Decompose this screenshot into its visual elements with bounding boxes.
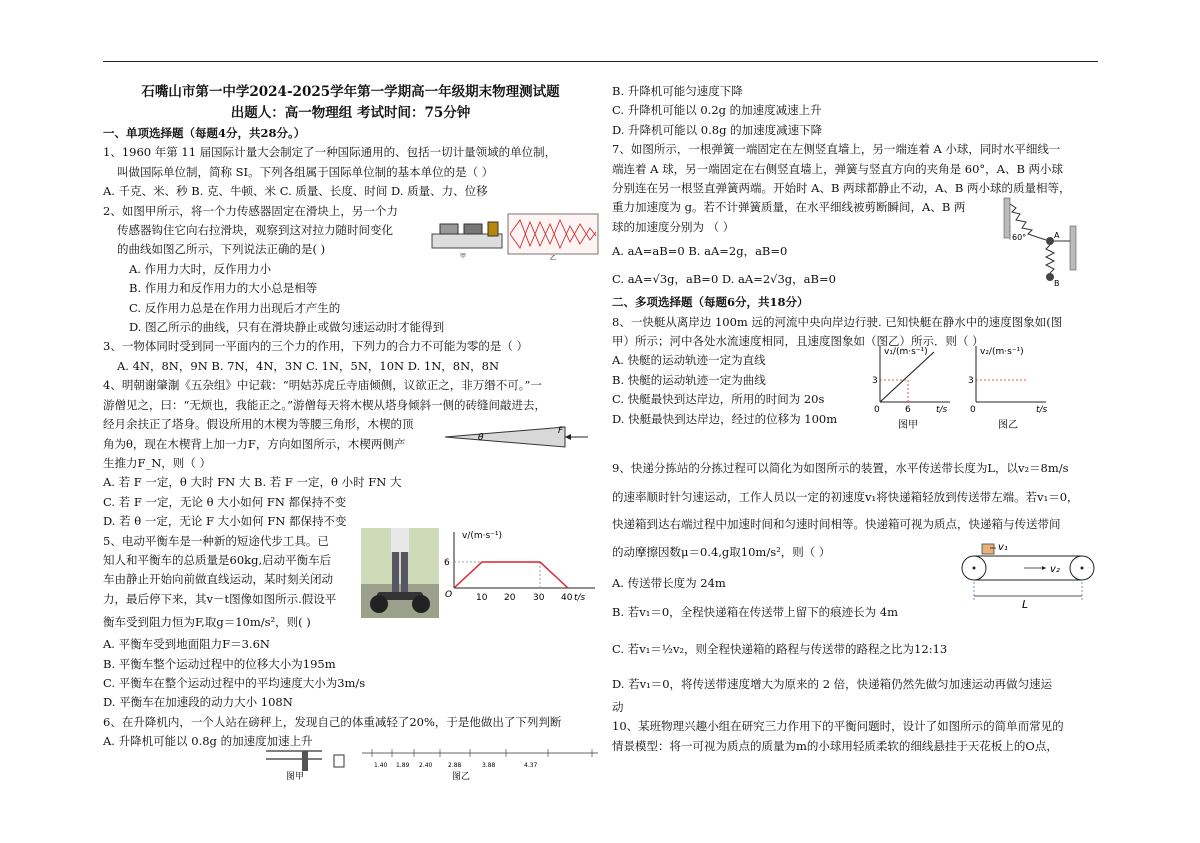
- q1-line: 1、1960 年第 11 届国际计量大会制定了一种国际通用的、包括一切计量领域的单位制，: [103, 145, 557, 160]
- q6-tick: 2.88: [448, 762, 462, 769]
- q6-label-jia: 图甲: [286, 772, 305, 781]
- q2-option: D. 图乙所示的曲线，只有在滑块静止或做匀速运动时才能得到: [129, 320, 445, 335]
- photo-leg-right: [401, 552, 408, 592]
- q6-tick: 2.40: [419, 762, 433, 769]
- q7-right-wall: [1070, 226, 1076, 270]
- q6-figure: [262, 745, 602, 781]
- q2-sensor-b: [464, 224, 482, 234]
- q8-figure: [868, 342, 1058, 430]
- q6-timer: [334, 755, 344, 767]
- q5-tick-t: 40: [561, 593, 573, 603]
- left-column: [103, 82, 598, 752]
- q4-option: C. 若 F 一定，无论 θ 大小如何 FN 都保持不变: [103, 494, 347, 509]
- q9-option: 动: [612, 699, 624, 714]
- q6-option: C. 升降机可能以 0.2g 的加速度减速上升: [612, 103, 822, 118]
- q2-option: B. 作用力和反作用力的大小总是相等: [129, 281, 318, 296]
- q8-option: B. 快艇的运动轨迹一定为曲线: [612, 372, 766, 387]
- q7-line: 端连着 A 球，另一端固定在右侧竖直墙上，弹簧与竖直方向的夹角是 60°，A、B 两小球: [612, 161, 1064, 176]
- q10-line: 10、某班物理兴趣小组在研究三力作用下的平衡问题时，设计了如图所示的简单而常见的: [612, 719, 1064, 734]
- q2-hand: [488, 222, 498, 236]
- q9-L-label: L: [1022, 598, 1029, 610]
- q6-line: 6、在升降机内，一个人站在磅秤上，发现自己的体重减轻了20%，于是他做出了下列判断: [103, 714, 562, 729]
- q9-v2-label: v₂: [1050, 564, 1060, 575]
- q9-left-axle: [973, 567, 976, 570]
- q7-vertical-spring: [1046, 245, 1054, 273]
- section-heading-2: 二、多项选择题（每题6分，共18分）: [612, 295, 809, 310]
- q4-figure: [440, 424, 590, 450]
- q5-option: A. 平衡车受到地面阻力F＝3.6N: [103, 637, 270, 652]
- photo-leg-left: [392, 552, 399, 592]
- q5-v-label: v/(m·s⁻¹): [462, 531, 503, 541]
- q6-tick: 4.37: [524, 762, 538, 769]
- q6-tick: 1.40: [374, 762, 388, 769]
- q7-line: 7、如图所示，一根弹簧一端固定在左侧竖直墙上，另一端连着 A 小球，同时水平细线一: [612, 142, 1061, 157]
- photo-wheel-left: [370, 595, 388, 613]
- q5-tick-v6: 6: [444, 558, 450, 568]
- q7-ball-b: [1046, 273, 1054, 281]
- q8-option: D. 快艇最快到达岸边，经过的位移为 100m: [612, 411, 838, 426]
- balance-scooter-photo: [361, 528, 439, 618]
- q8-yi-t-label: t/s: [1036, 405, 1048, 415]
- q2-graph-frame: [508, 214, 598, 254]
- q5-origin: O: [445, 590, 453, 600]
- q7-figure: [1000, 196, 1100, 288]
- q8-yi-origin: 0: [970, 405, 976, 415]
- q2-line: 的曲线如图乙所示，下列说法正确的是( ): [117, 242, 326, 257]
- q4-angle-label: θ: [478, 433, 484, 443]
- q3-line: 3、一物体同时受到同一平面内的三个力的作用，下列力的合力不可能为零的是（ ）: [103, 339, 528, 354]
- q2-label-jia: 甲: [460, 253, 467, 260]
- q5-vt-line: [454, 562, 568, 588]
- exam-title: 石嘴山市第一中学2024-2025学年第一学期高一年级期末物理测试题: [141, 84, 560, 100]
- q8-jia-tick-3: 3: [872, 376, 878, 386]
- q8-jia-origin: 0: [874, 405, 880, 415]
- q5-option: B. 平衡车整个运动过程中的位移大小为195m: [103, 656, 336, 671]
- scooter-illustration: [361, 528, 439, 618]
- q6-tick: 3.88: [482, 762, 496, 769]
- q7-options: A. aA=aB=0 B. aA=2g，aB=0: [612, 244, 788, 259]
- q9-figure: [960, 538, 1100, 610]
- section-heading-1: 一、单项选择题（每题4分，共28分。）: [103, 126, 306, 140]
- q8-yi-caption: 图乙: [998, 420, 1018, 430]
- q7-options: C. aA=√3g，aB=0 D. aA=2√3g，aB=0: [612, 272, 836, 287]
- q1-options: A. 千克、米、秒 B. 克、牛顿、米 C. 质量、长度、时间 D. 质量、力、位移: [103, 184, 488, 199]
- q8-jia-tick-6: 6: [905, 405, 911, 415]
- q9-line: 的动摩擦因数μ＝0.4,g取10m/s²，则（ ）: [612, 544, 831, 559]
- q2-label-yi: 乙: [550, 255, 557, 262]
- q4-line: 4、明朝谢肇淛《五杂组》中记载：“明姑苏虎丘寺庙倾侧，议欲正之，非万缗不可。”一: [103, 378, 542, 393]
- q5-option: C. 平衡车在整个运动过程中的平均速度大小为3m/s: [103, 675, 366, 690]
- q6-option: B. 升降机可能匀速度下降: [612, 84, 743, 98]
- q5-tick-t: 20: [504, 593, 516, 603]
- q8-yi-v-label: v₂/(m·s⁻¹): [980, 347, 1024, 357]
- q5-line: 力，最后停下来，其v－t图像如图所示.假设平: [103, 591, 337, 606]
- q4-line: 角为θ，现在木楔背上加一力F，方向如图所示，木楔两侧产: [103, 436, 406, 451]
- q9-line: 的速率顺时针匀速运动，工作人员以一定的初速度v₁将快递箱轻放到传送带左端。若v₁＝0，: [612, 489, 1079, 504]
- q8-yi-tick-3: 3: [968, 376, 974, 386]
- q5-t-label: t/s: [574, 593, 586, 603]
- q7-line: 球的加速度分别为 （ ）: [612, 219, 735, 234]
- q8-line: 甲）所示；河中各处水流速度相同，且速度图象如（图乙）所示．则（ ）: [612, 334, 984, 349]
- q2-option: A. 作用力大时，反作用力小: [129, 261, 272, 276]
- q6-option: D. 升降机可能以 0.8g 的加速度减速下降: [612, 122, 823, 137]
- q5-vt-graph: [440, 526, 600, 604]
- q2-figure: [430, 212, 600, 262]
- q8-jia-caption: 图甲: [898, 420, 918, 430]
- q7-left-wall: [1004, 198, 1010, 238]
- q6-block: [302, 751, 308, 771]
- q9-v1-label: v₁: [998, 542, 1008, 553]
- q4-line: 经月余扶正了塔身。假设所用的木楔为等腰三角形，木楔的顶: [103, 417, 414, 432]
- q8-jia-v-label: v₁/(m·s⁻¹): [884, 347, 928, 357]
- q5-tick-t: 10: [476, 593, 488, 603]
- q4-option: D. 若 θ 一定，无论 F 大小如何 FN 都保持不变: [103, 514, 347, 529]
- q9-right-axle: [1081, 567, 1084, 570]
- q2-option: C. 反作用力总是在作用力出现后才产生的: [129, 300, 341, 315]
- q4-option: A. 若 F 一定，θ 大时 FN 大 B. 若 F 一定，θ 小时 FN 大: [103, 475, 402, 490]
- top-rule: [103, 61, 1098, 62]
- q8-option: A. 快艇的运动轨迹一定为直线: [612, 353, 766, 368]
- q9-option: C. 若v₁＝½v₂，则全程快递箱的路程与传送带的路程之比为12:13: [612, 641, 948, 656]
- q8-jia-line: [880, 352, 934, 402]
- q3-options: A. 4N，8N，9N B. 7N，4N，3N C. 1N，5N，10N D. 1N，8N，8N: [117, 358, 500, 373]
- q9-line: 快递箱到达右端过程中加速时间和匀速时间相等。快递箱可视为质点，快递箱与传送带间: [612, 516, 1061, 531]
- q4-wedge: [445, 427, 565, 447]
- q1-line: 叫做国际单位制，简称 SI。下列各组属于国际单位制的基本单位的是（ ）: [117, 164, 494, 179]
- q9-line: 9、快递分拣站的分拣过程可以简化为如图所示的装置，水平传送带长度为L，以v₂＝8m/s: [612, 461, 1069, 476]
- q7-line: 分别连在另一根竖直弹簧两端。开始时 A、B 两球都静止不动，A、B 两小球的质量相等，: [612, 181, 1071, 196]
- q4-line: 生推力F_N，则（ ）: [103, 455, 211, 470]
- q8-jia-t-label: t/s: [936, 405, 948, 415]
- q6-label-yi: 图乙: [452, 772, 471, 781]
- q10-line: 情景模型：将一可视为质点的质量为m的小球用轻质柔软的细线悬挂于天花板上的O点，: [612, 738, 1058, 753]
- q9-v2-arrow-head: [1042, 566, 1046, 570]
- q2-line: 2、如图甲所示，将一个力传感器固定在滑块上，另一个力: [103, 203, 398, 218]
- q6-option: A. 升降机可能以 0.8g 的加速度加速上升: [103, 734, 313, 749]
- q9-option: A. 传送带长度为 24m: [612, 575, 726, 590]
- q9-option: D. 若v₁＝0，将传送带速度增大为原来的 2 倍，快递箱仍然先做匀加速运动再做匀速运: [612, 676, 1053, 691]
- q8-option: C. 快艇最快到达岸边，所用的时间为 20s: [612, 392, 825, 407]
- photo-shirt: [391, 528, 409, 552]
- q5-line: 衡车受到阻力恒为F,取g＝10m/s²，则( ): [103, 615, 311, 630]
- q5-line: 车由静止开始向前做直线运动，某时刻关闭动: [103, 572, 333, 587]
- q7-ball-a: [1046, 237, 1054, 245]
- q4-arrow-head: [565, 434, 571, 440]
- q5-option: D. 平衡车在加速段的动力大小 108N: [103, 695, 293, 710]
- q7-line: 重力加速度为 g。若不计弹簧质量，在水平细线被剪断瞬间，A、B 两: [612, 200, 966, 215]
- q5-tick-t: 30: [533, 593, 545, 603]
- q7-angle-label: 60°: [1012, 233, 1027, 242]
- photo-wheel-right: [412, 595, 430, 613]
- q2-line: 传感器钩住它向右拉滑块，观察到这对拉力随时间变化: [117, 223, 393, 238]
- q7-label-b: B: [1054, 279, 1060, 288]
- q9-option: B. 若v₁＝0，全程快递箱在传送带上留下的痕迹长为 4m: [612, 604, 899, 619]
- q4-line: 游僧见之，曰：“无烦也，我能正之。”游僧每天将木楔从塔身倾斜一侧的砖缝间敲进去，: [103, 397, 547, 412]
- q5-line: 知人和平衡车的总质量是60kg,启动平衡车后: [103, 552, 332, 567]
- q2-sensor-a: [440, 224, 458, 234]
- q7-label-a: A: [1054, 231, 1060, 240]
- q9-package: [982, 544, 994, 554]
- q6-tick: 1.89: [396, 762, 410, 769]
- q8-line: 8、一快艇从离岸边 100m 远的河流中央向岸边行驶. 已知快艇在静水中的速度图象如(图: [612, 314, 1063, 329]
- exam-subtitle: 出题人：高一物理组 考试时间：75分钟: [230, 105, 471, 121]
- q4-force-label: F: [558, 426, 564, 436]
- q5-line: 5、电动平衡车是一种新的短途代步工具。已: [103, 533, 329, 548]
